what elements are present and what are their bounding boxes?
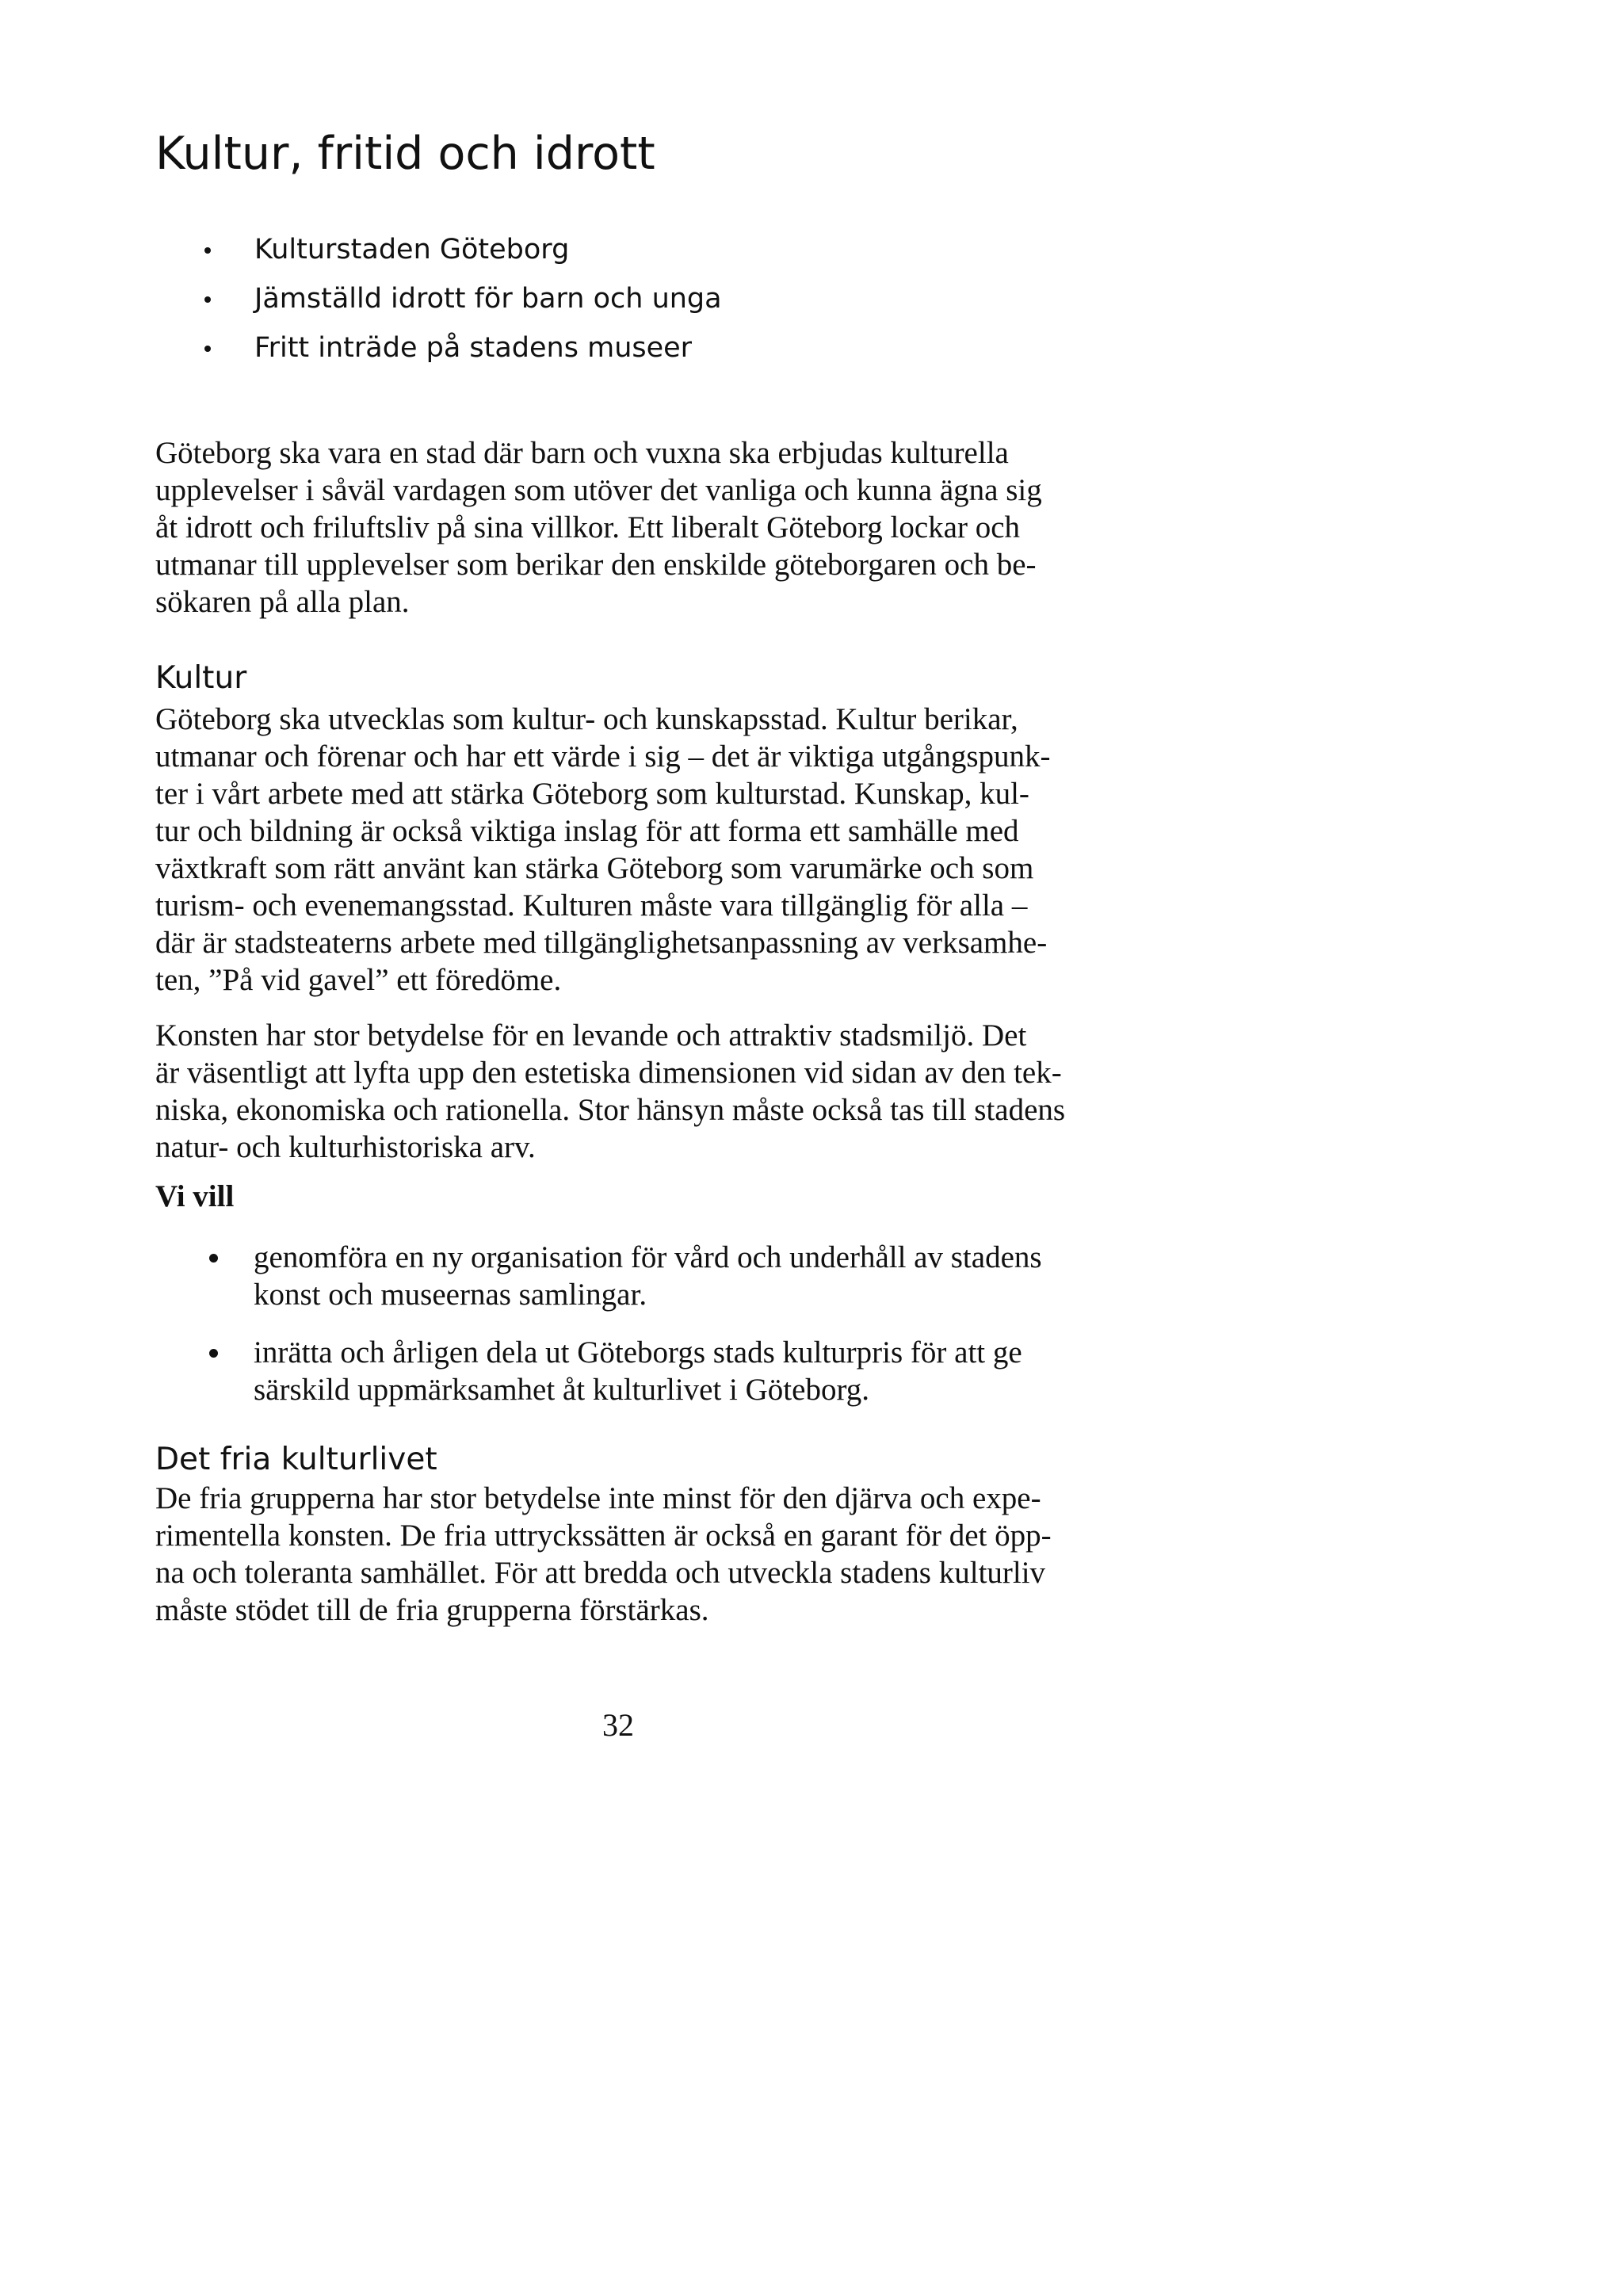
kultur-paragraph-2: Konsten har stor betydelse för en levande och attraktiv stadsmiljö. Det är väsentligt att lyfta upp den estetiska dimensionen vid sidan av den tek- niska, ekonomiska och rationella. Stor hänsyn måste också tas till stadens natur- och kulturhistoriska arv.	[155, 1018, 1066, 1164]
bullet-icon	[209, 1349, 218, 1358]
we-want-item: genomföra en ny organisation för vård och underhåll av stadens konst och museernas samlingar.	[155, 1239, 1042, 1313]
section-heading-kultur: Kultur	[155, 660, 247, 696]
bullet-icon	[204, 296, 211, 303]
we-want-list	[155, 1334, 1022, 1408]
intro-paragraph: Göteborg ska vara en stad där barn och vuxna ska erbjudas kulturella upplevelser i såväl vardagen som utöver det vanliga och kunna ägna sig åt idrott och friluftsliv på sina villkor. Ett liberalt Göteborg lockar och utmanar till upplevelser som berikar den enskilde göteborgaren och be- sökaren på alla plan.	[155, 436, 1042, 619]
highlight-item: Kulturstaden Göteborg	[155, 231, 722, 281]
bullet-icon	[204, 247, 211, 254]
we-want-list	[155, 1239, 1042, 1313]
highlights-list	[155, 231, 722, 379]
we-want-label: Vi vill	[155, 1179, 235, 1213]
fria-paragraph: De fria grupperna har stor betydelse inte minst för den djärva och expe- rimentella konsten. De fria uttryckssätten är också en garant för det öpp- na och toleranta samhället. För att bredda och utveckla stadens kulturliv måste stödet till de fria grupperna förstärkas.	[155, 1481, 1052, 1627]
highlight-item: Fritt inträde på stadens museer	[155, 330, 722, 379]
page-title: Kultur, fritid och idrott	[155, 128, 655, 180]
we-want-item: inrätta och årligen dela ut Göteborgs stads kulturpris för att ge särskild uppmärksamhet åt kulturlivet i Göteborg.	[155, 1334, 1022, 1408]
page-number: 32	[602, 1707, 634, 1743]
section-heading-fria: Det fria kulturlivet	[155, 1442, 437, 1477]
bullet-icon	[209, 1254, 218, 1263]
kultur-paragraph-1: Göteborg ska utvecklas som kultur- och kunskapsstad. Kultur berikar, utmanar och förenar och har ett värde i sig – det är viktiga utgångspunk- ter i vårt arbete med att stärka Göteborg som kulturstad. Kunskap, kul- tur och bildning är också viktiga inslag för att forma ett samhälle med växtkraft som rätt använt kan stärka Göteborg som varumärke och som turism- och evenemangsstad. Kulturen måste vara tillgänglig för alla – där är stadsteaterns arbete med tillgänglighetsanpassning av verksamhe- ten, ”På vid gavel” ett föredöme.	[155, 702, 1051, 997]
highlight-item: Jämställd idrott för barn och unga	[155, 281, 722, 330]
bullet-icon	[204, 346, 211, 352]
